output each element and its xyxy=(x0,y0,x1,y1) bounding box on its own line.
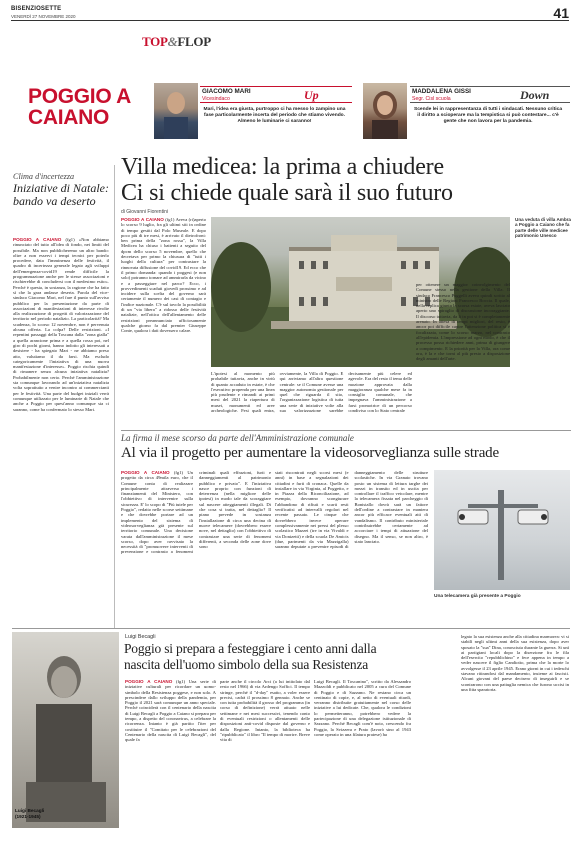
topflop-title-top: TOP xyxy=(142,34,168,49)
article3-byline: Luigi Becagli xyxy=(125,634,156,640)
article1-col1 xyxy=(121,217,206,370)
topflop-title-flop: FLOP xyxy=(177,34,211,49)
sidebar-article xyxy=(13,172,109,624)
article2-kicker: La firma il mese scorso da parte dell'Amministrazione comunale xyxy=(121,433,354,443)
gissi-portrait xyxy=(363,83,407,139)
article3-col4: legato la sua esistenza anche alla cittadina marmorea: vi si stabilì negli ultimi anni della sua esistenza, dopo aver sposato la "sua" Dina, conosciuta durante la guerra. Si unì ai partigiani locali dopo la diserzione fra le fila dell'esercito "repubblichino" e fece appena in tempo a veder nascere il figlio Candiotto, prima che la morte lo avvolgesse il 23 aprile 1945. Erano giorni in cui i tedeschi stavano ritirandosi dal mandamento, insieme ai fascisti. Alcuni giovani del paese decisero di inseguirli e se scontrarono con una pattuglia nemica che furono uccisi in una fitta sparatoria. xyxy=(461,634,569,692)
becagli-photo-caption-name: Luigi Becagli xyxy=(15,808,45,813)
article3-col3: Luigi Becagli. Il Toscanino", scritto da Alessandro Mazzoldi e pubblicato nel 2005 a cura del Comune di Poggio e di Sazzano. Ne restano circa un centinaio di copie, e, al netto di eventuali ritardi, verranno distribuite gratuitamente nel corso delle iniziative a lui dedicate. Che, qualora le condizioni lo permetteranno, potrebbero vedere la partecipazione di una delegazione istituzionale di Sazzano. Perché Becagli com'è noto, crescendo fra Poggio, la Svizzera e Prato (lavorò sino al 1943 come operaio in una filatura pratese) ha xyxy=(314,679,411,737)
sidebar-kicker: Clima d'incertezza xyxy=(13,172,75,181)
mari-name: GIACOMO MARI xyxy=(202,88,251,95)
article1-headline xyxy=(121,154,571,206)
mari-name-bar xyxy=(200,86,352,103)
becagli-portrait-icon xyxy=(12,632,119,828)
topflop-down xyxy=(413,86,570,140)
sidebar-headline: Iniziative di Natale: bando va deserto xyxy=(13,181,109,208)
section-title-line1: POGGIO A xyxy=(28,85,131,108)
camera-photo xyxy=(434,470,570,590)
page-number: 41 xyxy=(553,5,569,21)
section-title xyxy=(28,86,131,128)
sidebar-dateline: POGGIO A CAIANO xyxy=(13,237,62,242)
gissi-name-bar xyxy=(410,86,570,103)
villa-caption: Una veduta di villa Ambra a Poggio a Caiano che fa parte delle ville medicee patrimonio Unesco xyxy=(515,217,571,239)
becagli-photo-caption xyxy=(15,808,44,819)
section-title-line2: CAIANO xyxy=(28,106,110,129)
article2-col1-text: Un progetto da circa 49mila euro, che il Comune conta di realizzare principalmente attraverso i finanziamenti del Ministero, con l'obbiettivo di intervenire sulla sicurezza. E' lo scopo di "Più tutele per Poggio", redatto nelle scorse settimane e che dovrebbe portare ad un implemento del sistema di videosorveglianza già presente sul territorio comunale. Una decisione varata dall'amministrazione il mese scorso, dopo aver ravvisato la necessità di "promuovere interventi di prevenzione e contrasto a fenomeni criminali quali effrazioni, furti e danneggiamenti al patrimonio pubblico e privato". E l'iniziativa nasce proprio con funzioni di deterrenza (nella migliore delle ipotesi) in modo tale da scoraggiare sul nascere atteggiamenti illegali. Di che cosa si tratta, nel dettaglio? Il piano prevede in sostanza l'installazione di circa una decina di nuove telecamere (dovrebbero essere nove, nel dettaglio) con l'obbiettivo di contrastare una serie di fenomeni differenti, a seconda delle zone dove sono xyxy=(121,470,271,555)
down-badge: Down xyxy=(520,88,550,102)
article3-dateline: POGGIO A CAIANO xyxy=(125,679,173,684)
gissi-quote: Scende lei in rappresentanza di tutti i sindacati. Nessuno critica il diritto a scioperare ma la tempistica si può contestare... c'è gente che non lavora per la pandemia. xyxy=(413,107,563,125)
article2-top-rule xyxy=(121,430,571,431)
article3-top-rule xyxy=(12,628,570,629)
camera-illustration-icon xyxy=(434,470,570,590)
masthead-date: VENERDÌ 27 NOVEMBRE 2020 xyxy=(11,14,76,19)
article1-col3: per ottenere un maggior coinvolgimento del Comune stesso nella gestione della Villa. Il sindaco Francesco Puggelli aveva quindi scritto al ministro delle Regioni Francesco Boccia. Il quale, nella replica giunta la scorsa estate, aveva lasciato aperto uno spiraglio di discussione incoraggiante. Il discorso tuttavia, da li in poi si è completamente arenato. In attesa di tempi migliori, del resto, è ancor poi difficile capire l'attenzione politica si è focalizzata, come lo scorso marzo, nel contrasto all'epidemia. L'impressione ad ogni modo, è che il processo possa richiedere anni, prima di giungere a compimento. E la priorità per la Villa, ora come ora, è la e che torni al più presto a disposizione degli amanti dell'arte. xyxy=(416,282,510,362)
article2-headline: Al via il progetto per aumentare la videosorveglianza sulle strade xyxy=(121,445,499,461)
sidebar-divider xyxy=(114,165,115,628)
masthead-brand: BISENZIOSETTE xyxy=(11,6,62,12)
article1-byline: di Giovanni Fiorentini xyxy=(121,209,168,215)
camera-caption: Una telecamera già presente a Poggio xyxy=(434,594,521,599)
article2-col1 xyxy=(121,470,271,612)
sidebar-tag: (fg1) xyxy=(65,237,75,242)
article1-col1-text: Aveva (ri)aperto lo scorso 9 luglio, fra gli ultimi siti in ordine di tempo gestiti dal Polo Museale. E dopo poco più di tre mesi, è arrivato il dietrofront: ben prima della "zona rossa", la Villa Medicea ha chiuso i battenti a seguito del dpcm dello scorso 5 novembre, quello che decretava per primo la chiusura di "tutti i luoghi della cultura" per contrastare la rinnovata diffusione del covid19. Ed ecco che il primo domanda: quando i poggesi (e non solo) potranno tornare ad ammirarla da vicino e a passeggiare nel parco? Ecco, i provvedimenti scaduti giovedì prossimo e ad incidere sulla scelta del governo sarà certamente il numero dei casi di contagio e l'indice nazionale. C'è sul tavolo la possibilità di un "via libera" a ridosso delle festività natalizie, nell'ottica dell'allentamento delle restrizioni preannunciato ufficiosamente qualche giorno fa dal premier Giuseppe Conte, qualora i dati dovessero calare. xyxy=(121,217,206,334)
article3-headline xyxy=(124,641,424,673)
topflop-title-amp: & xyxy=(167,34,178,49)
mari-portrait xyxy=(154,83,198,139)
article3-tag: (fg1) xyxy=(175,679,186,684)
article3-col1-text: Una serie di iniziative culturali per ricordare un uomo-simbolo della Resistenza poggese, e non solo. A prescindere dallo sviluppo della pandemia, per Poggio il 2021 sarà comunque un anno speciale. Perché coinciderà con il centenario della nascita di Luigi Becagli a Poggio a Caiano si prepara per tempo, a dispetto del coronavirus, a celebrare la ricorrenza. Intanto è già partito l'iter per costituire il "Comitato per le celebrazioni del Centenario della nascita di Luigi Becagli", del quale fa xyxy=(125,679,216,743)
article1-col2: L'ipotesi al momento più probabile tuttavia, anche in virtù di quanto accaduto in estate, è che l'esecutivo propenda per una linea più prudente e rimandi ai primi mesi del 2021 la riapertura di musei, monumenti ed aree archeologiche. Fesi quali entra, ovviamente, la Villa di Poggio. E qui arriviamo all'altra questione centrale: se il Comune avesse una maggior autonomia gestionale per quel che riguarda il sito, l'organizzazione logistica di tutta una serie di iniziative volte alla sua valorizzazione sarebbe decisamente più celere ed agevole. Era del resto il tema delle mozione approvata dalla maggioranza qualche mese fa in consiglio comunale, che impegnava l'amministrazione a farsi promotrice di un percorso condiviso con lo Stato centrale xyxy=(211,371,412,414)
gissi-portrait-icon xyxy=(363,83,407,139)
gissi-role: Segr. Cisl scuola xyxy=(412,95,451,102)
article3-col2: parte anche il circolo Arci (a lui intitolato dal resto nel 1966) di via Ardengo Soffici. Il tempo stringe, perché il "d-day" esatto, a voler essere precisi, cadrà il prossimo 8 gennaio. Anche se con tutta probabilità il grosso del programma (in corso di definizione) verrà attuato nelle settimane e nei mesi successivi, tenendo conto di eventuali restrizioni o allentamenti delle disposizioni anti-covid disposte dal governo e dalla Regione. Intanto, la biblioteca ha "ripubblicato" il libro "Il tempo di morire. Breve vita di xyxy=(220,679,310,743)
article1-headline-line1: Villa medicea: la prima a chiudere xyxy=(121,154,444,180)
mari-portrait-icon xyxy=(154,83,198,139)
masthead-divider xyxy=(11,20,569,21)
topflop-up xyxy=(202,86,349,140)
mari-role: Vicesindaco xyxy=(202,95,230,102)
article2-col2: stati riscontrati negli scorsi mesi (e anni) in base a segnalazioni dei cittadini e furti di cronaca. Quelle da installare in via Virginia, al Poggetto, e in Piazza della Riconciliazione, ad esempio, dovranno scongiurare l'abbandono di rifiuti e scarti resti verificatisi ad intervalli regolari nel recente passato. Le cinque che dovrebbero invece operare complessivamente nei pressi del plesso scolastico Mazzei (tre in via Vivaldi e via Donizetti) e della scuola De Amicis (due, parimenti da via Mazzigalla) saranno deputate a prevenire episodi di danneggiamento delle strutture scolastiche. In via Granaio trovano posto un sistema di lettura targhe dei mezzi in transito ed in uscita per controllare il traffico veicolare, mentre la telecamera fissata nel parcheggio di Bonistallo dovrà sarà un fattore dell'ordine a contrastare in maniera ancor più efficace eventuali atti di vandalismo. Il contributo ministeriale contribuirebbe certamente ad accorciare i tempi di attuazione del disegno. Ma il senso, se non altro, è stato lanciato. xyxy=(275,470,428,550)
article3-headline-line1: Poggio si prepara a festeggiare i cento anni dalla xyxy=(124,641,377,656)
article1-headline-line2: Ci si chiede quale sarà il suo futuro xyxy=(121,180,453,206)
article3-headline-line2: nascita dell'uomo simbolo della sua Resistenza xyxy=(124,657,369,672)
topflop-box xyxy=(131,34,570,140)
article1-tag: (fg1) xyxy=(165,217,175,222)
sidebar-text: «Non abbiamo rinunciato del tutto all'idea di fondo, nei limiti del possibile. Ma non pubblicheremo un altro bando: oltre a non esservi i tempi tecnici per poterlo procedere, data l'imminenza delle festività, il quadro di incertezza generale legato agli sviluppi dell'emergenza-covid19 rende difficile la programmazione anche per le stesse associazioni e rischierebbe di concludersi con il medesimo esito». Perché è questa, in sostanza, la ragione che ha fatto sì che la gara andasse deserta. Parola del vice-sindaco Giacomo Mari, nel fare il punto sull'avviso pubblico per la presentazione da parte di associazioni di manifestazioni di interesse rivolte alla realizzazione di progetti di valorizzazione del territorio nel periodo natalizio. La particolarità? Ma scadenza, lo scorso 12 novembre, non è pervenuta alcuna offerta. La colpa? Delle restrizioni. «I repentini passaggi della Toscana dalla "zona gialla" a quella arancione prima e a quella rossa poi, nel giro di pochi giorni, hanno indotto gli interessati a desistere - ha spiegato Mari - ne abbiamo preso atto, valutiamo il da farsi. Ma escludo categoricamente l'iniziativa di una nuova manifestazione d'interesse». Poggio rischia quindi di rimanere senza alcuna iniziativa natalizia? Probabilmente non certo. Perché l'amministrazione sta comunque lavorando ad un'iniziativa natalizia volta soprattutto a venire incontro ai commercianti per le festività. Una parte del budget iniziali verrà comunque utilizzato per le luminarie di Natale che anche a Poggio per quest'anno comunque sia ci saranno, come ha confermato lo stesso Mari. xyxy=(13,237,109,412)
mari-quote: Mari, l'idea era giusta, purtroppo ci ha messo lo zampino una fase particolarmente incerta del periodo che stiamo vivendo. Almeno le luminarie ci saranno! xyxy=(203,107,346,125)
article2-dateline: POGGIO A CAIANO xyxy=(121,470,170,475)
article2-tag: (fg1) xyxy=(173,470,184,475)
becagli-photo xyxy=(12,632,119,828)
up-badge: Up xyxy=(304,88,319,102)
masthead xyxy=(11,5,571,33)
topflop-title xyxy=(142,34,211,50)
article3-col1 xyxy=(125,679,216,829)
becagli-photo-caption-years: (1921-1945) xyxy=(15,813,41,819)
gissi-name: MADDALENA GISSI xyxy=(412,88,471,95)
sidebar-body xyxy=(13,237,109,623)
article1-dateline: POGGIO A CAIANO xyxy=(121,217,164,222)
